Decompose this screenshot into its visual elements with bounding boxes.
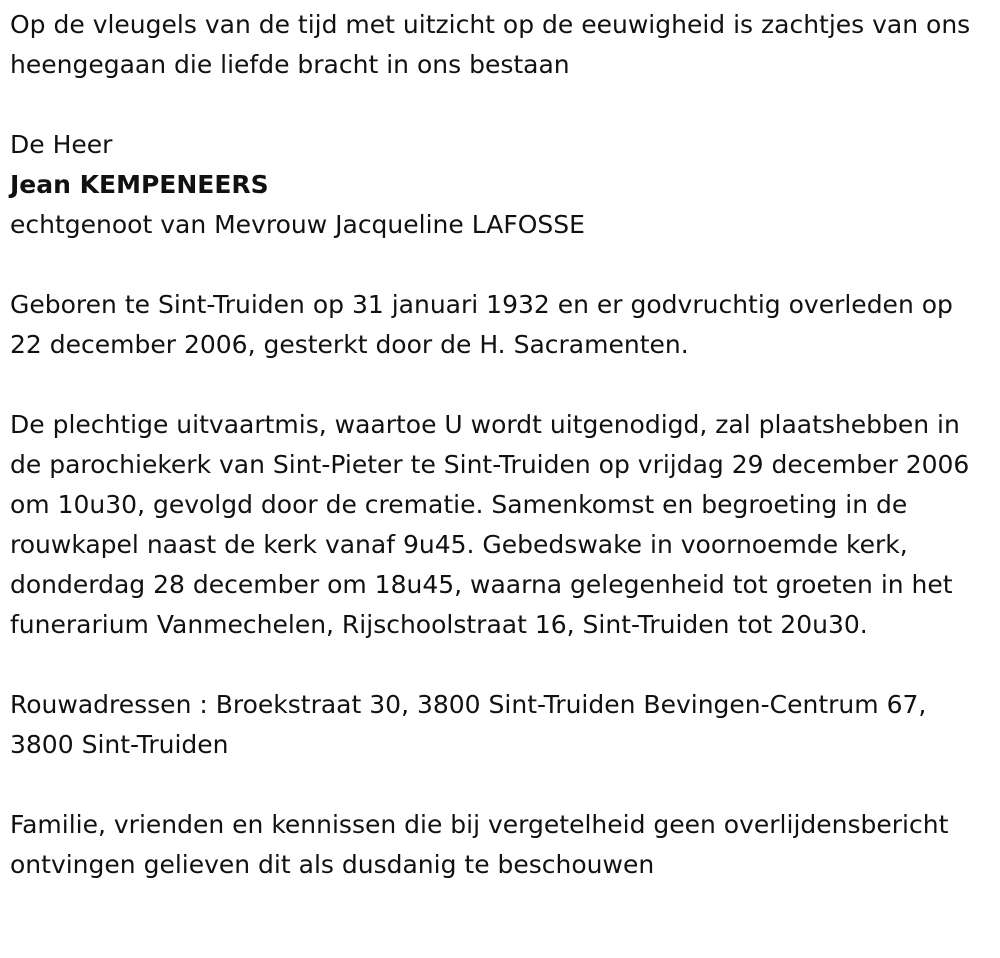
funeral-text: De plechtige uitvaartmis, waartoe U wordt uitgenodigd, zal plaatshebben in de parochiekerk van Sint-Pieter te Sint-Truiden op vrijdag 29 december 2006 om 10u30, gevolgd door de crematie. Samenkomst en begroeting in de rouwkapel naast de kerk vanaf 9u45. Gebedswake in voornoemde kerk, donderdag 28 december om 18u45, waarna gelegenheid tot groeten in het funerarium Vanmechelen, Rijschoolstraat 16, Sint-Truiden tot 20u30. — [10, 410, 970, 639]
birth-death-text: Geboren te Sint-Truiden op 31 januari 1932 en er godvruchtig overleden op 22 december 2006, gesterkt door de H. Sacramenten. — [10, 290, 953, 359]
deceased-block — [10, 125, 990, 245]
intro-text: Op de vleugels van de tijd met uitzicht op de eeuwigheid is zachtjes van ons heengegaan die liefde bracht in ons bestaan — [10, 10, 971, 79]
deceased-name: Jean KEMPENEERS — [10, 170, 269, 199]
spouse-line: echtgenoot van Mevrouw Jacqueline LAFOSSE — [10, 210, 585, 239]
closing-text: Familie, vrienden en kennissen die bij vergetelheid geen overlijdensbericht ontvingen gelieven dit als dusdanig te beschouwen — [10, 810, 949, 879]
addresses-text: Rouwadressen : Broekstraat 30, 3800 Sint-Truiden Bevingen-Centrum 67, 3800 Sint-Truiden — [10, 690, 927, 759]
honorific-title: De Heer — [10, 130, 113, 159]
